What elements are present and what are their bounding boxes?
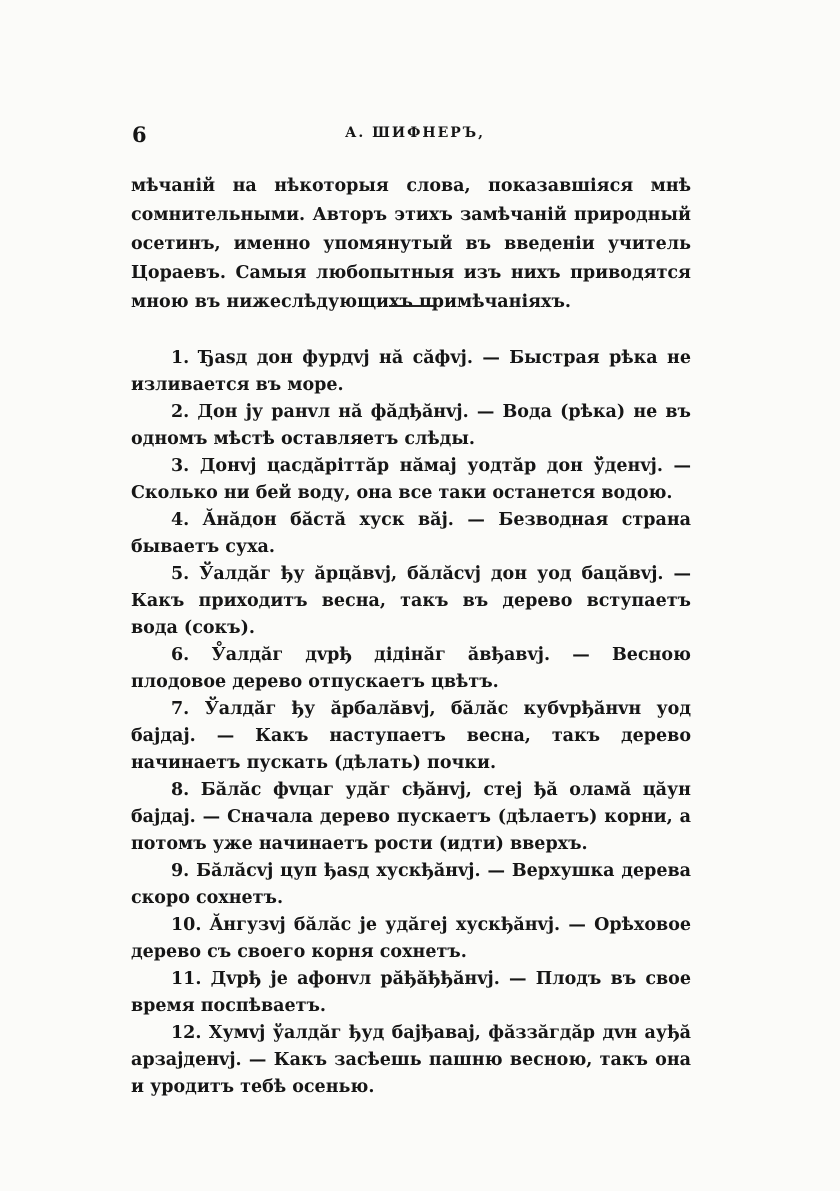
intro-text: мѣчаній на нѣкоторыя слова, показавшіяся мнѣ сомнительными. Авторъ этихъ замѣчаній природный осетинъ, именно упомянутый въ введеніи учитель Цораевъ. Самыя любопытныя изъ нихъ приводятся мною въ нижеслѣдующихъ примѣчаніяхъ. — [131, 176, 691, 312]
page-header — [130, 122, 700, 152]
list-item: 9. Бăлăсvј цуп ђаѕд хускђăнvј. — Верхушка дерева скоро сохнетъ. — [131, 861, 691, 908]
running-head: А. ШИФНЕРЪ, — [344, 125, 486, 141]
section-divider — [389, 305, 435, 307]
list-item: 8. Бăлăс фvцаг удăг сђăнvј, стеј ђă оламă цăун бајдај. — Сначала дерево пускаетъ (дѣлаетъ) корни, а потомъ уже начинаетъ рости (идти) вверхъ. — [131, 780, 691, 854]
list-item: 10. Ăнгузvј бăлăс је удăгеј хускђăнvј. — Орѣховое дерево съ своего корня сохнетъ. — [131, 915, 691, 962]
page-number: 6 — [132, 122, 147, 147]
list-item: 12. Хумvј ўалдăг ђуд бајђавај, фăззăгдăр дvн ауђă арзајденvј. — Какъ засѣешь пашню весною, такъ она и уродитъ тебѣ осенью. — [131, 1023, 691, 1097]
list-item: 4. Ăнăдон бăстă хуск вăј. — Безводная страна бываетъ суха. — [131, 510, 691, 557]
list-item: 1. Ђаѕд дон фурдvј нă сăфvј. — Быстрая рѣка не изливается въ море. — [131, 348, 691, 395]
intro-paragraph — [131, 172, 691, 317]
list-item: 3. Донvј цасдăрiттăр нăмај уодтăр дон ў̆денvј. — Сколько ни бей воду, она все таки останется водою. — [131, 456, 691, 503]
list-item: 6. У̊алдăг дvрђ дiдiнăг ăвђавvј. — Весною плодовое дерево отпускаетъ цвѣтъ. — [131, 645, 691, 692]
proverb-list — [131, 345, 691, 1101]
list-item: 2. Дон ју ранvл нă фăдђăнvј. — Вода (рѣка) не въ одномъ мѣстѣ оставляетъ слѣды. — [131, 402, 691, 449]
list-item: 11. Дvрђ је афонvл рăђăђђăнvј. — Плодъ въ свое время поспѣваетъ. — [131, 969, 691, 1016]
list-item: 7. Ўалдăг ђу ăрбалăвvј, бăлăс кубvрђăнvн уод бајдај. — Какъ наступаетъ весна, такъ дерево начинаетъ пускать (дѣлать) почки. — [131, 699, 691, 773]
list-item: 5. Ўалдăг ђу ăрцăвvј, бăлăсvј дон уод бацăвvј. — Какъ приходитъ весна, такъ въ дерево вступаетъ вода (сокъ). — [131, 564, 691, 638]
